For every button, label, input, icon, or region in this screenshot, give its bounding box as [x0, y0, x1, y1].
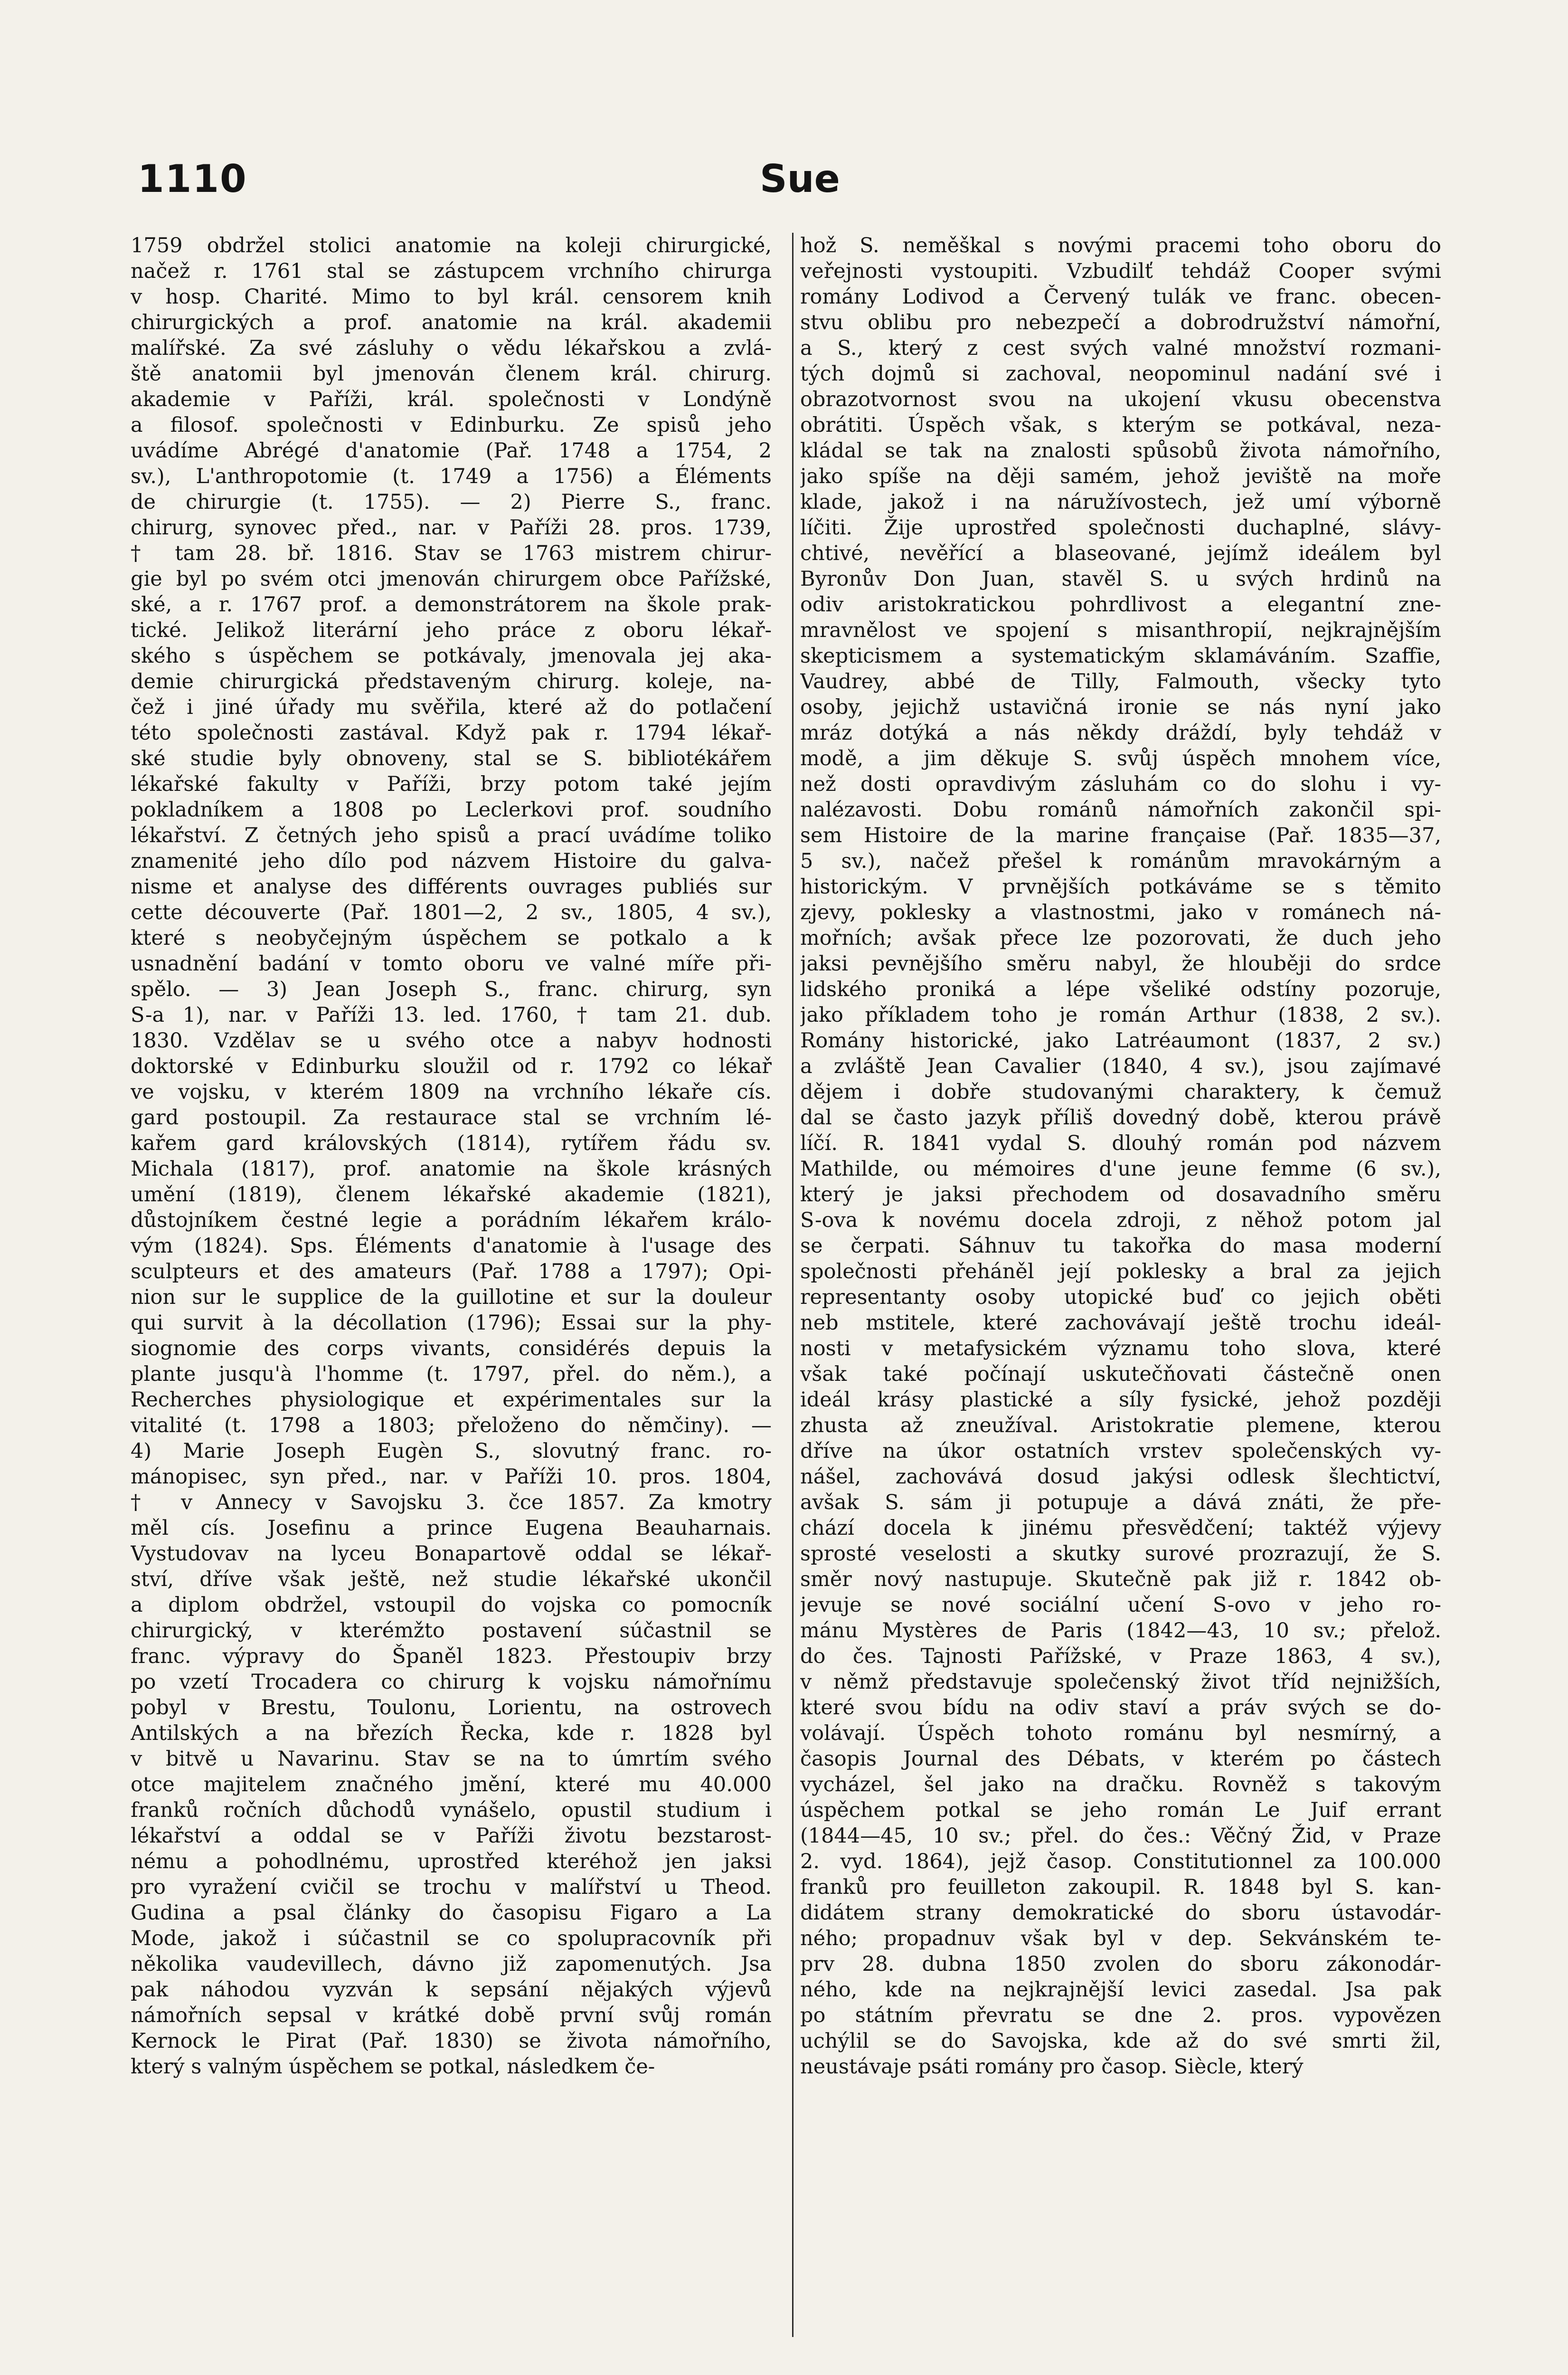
text-line: veřejnosti vystoupiti. Vzbudilť tehdáž Cooper svými [800, 259, 1441, 283]
text-line: † v Annecy v Savojsku 3. čce 1857. Za kmotry [131, 1491, 772, 1514]
text-line: které s neobyčejným úspěchem se potkalo a k [131, 926, 772, 950]
text-line: sprosté veselosti a skutky surové prozrazují, že S. [800, 1542, 1441, 1566]
text-line: do čes. Tajnosti Pařížské, v Praze 1863, 4 sv.), [800, 1644, 1441, 1668]
text-line: které svou bídu na odiv staví a práv svých se do- [800, 1696, 1441, 1720]
text-line: gard postoupil. Za restaurace stal se vrchním lé- [131, 1106, 772, 1130]
text-line: Gudina a psal články do časopisu Figaro a La [131, 1901, 772, 1925]
text-line: stvu oblibu pro nebezpečí a dobrodružství námořní, [800, 311, 1441, 334]
text-line: de chirurgie (t. 1755). — 2) Pierre S., franc. [131, 490, 772, 514]
text-line: ného, kde na nejkrajnější levici zasedal. Jsa pak [800, 1978, 1441, 2002]
text-line: lidského proniká a lépe všeliké odstíny pozoruje, [800, 978, 1441, 1001]
text-line: ve vojsku, v kterém 1809 na vrchního lékaře cís. [131, 1080, 772, 1104]
text-line: malířské. Za své zásluhy o vědu lékařskou a zvlá- [131, 336, 772, 360]
text-line: gie byl po svém otci jmenován chirurgem obce Pařížské, [131, 567, 772, 591]
text-line: ného; propadnuv však byl v dep. Sekvánském te- [800, 1927, 1441, 1950]
text-line: † tam 28. bř. 1816. Stav se 1763 mistrem chirur- [131, 542, 772, 565]
text-line: neustávaje psáti romány pro časop. Siècle, který [800, 2055, 1304, 2079]
text-line: chirurgický, v kterémžto postavení súčastnil se [131, 1619, 772, 1643]
text-line: důstojníkem čestné legie a porádním lékařem králo- [131, 1208, 772, 1232]
text-line: historickým. V prvnějších potkáváme se s těmito [800, 875, 1441, 899]
text-line: franků ročních důchodů vynášelo, opustil studium i [131, 1798, 772, 1822]
text-line: zhusta až zneužíval. Aristokratie plemene, kterou [800, 1414, 1441, 1437]
text-line: v bitvě u Navarinu. Stav se na to úmrtím svého [131, 1747, 772, 1771]
text-line: kládal se tak na znalosti spůsobů života námořního, [800, 439, 1441, 463]
text-line: prv 28. dubna 1850 zvolen do sboru zákonodár- [800, 1952, 1441, 1976]
text-line: klade, jakož i na náružívostech, jež umí výborně [800, 490, 1441, 514]
text-line: v němž představuje společenský život tříd nejnižších, [800, 1670, 1441, 1694]
text-line: líčí. R. 1841 vydal S. dlouhý román pod názvem [800, 1131, 1441, 1155]
text-line: franc. výpravy do Španěl 1823. Přestoupiv brzy [131, 1644, 772, 1668]
text-line: obrátiti. Úspěch však, s kterým se potkával, neza- [800, 413, 1441, 437]
text-line: Michala (1817), prof. anatomie na škole krásných [131, 1157, 772, 1181]
text-line: mánopisec, syn před., nar. v Paříži 10. pros. 1804, [131, 1465, 772, 1489]
text-line: a zvláště Jean Cavalier (1840, 4 sv.), jsou zajímavé [800, 1054, 1441, 1078]
text-line: směr nový nastupuje. Skutečně pak již r. 1842 ob- [800, 1568, 1441, 1591]
text-line: však také počínají uskutečňovati částečně onen [800, 1362, 1441, 1386]
text-line: nion sur le supplice de la guillotine et sur la douleur [131, 1285, 772, 1309]
text-line: odiv aristokratickou pohrdlivost a elegantní zne- [800, 593, 1441, 617]
text-line: nášel, zachovává dosud jakýsi odlesk šlechtictví, [800, 1465, 1441, 1489]
text-line: sv.), L'anthropotomie (t. 1749 a 1756) a Éléments [131, 465, 772, 488]
text-line: neb mstitele, které zachovávají ještě trochu ideál- [800, 1311, 1441, 1335]
text-line: obrazotvornost svou na ukojení vkusu obecenstva [800, 388, 1441, 411]
text-line: vým (1824). Sps. Éléments d'anatomie à l'usage des [131, 1234, 772, 1258]
text-line: vitalité (t. 1798 a 1803; přeloženo do němčiny). — [131, 1414, 772, 1437]
text-line: měl cís. Josefinu a prince Eugena Beauharnais. [131, 1516, 772, 1540]
text-line: modě, a jim děkuje S. svůj úspěch mnohem více, [800, 747, 1441, 770]
text-line: qui survit à la décollation (1796); Essai sur la phy- [131, 1311, 772, 1335]
page-header [0, 157, 1568, 214]
text-line: znamenité jeho dílo pod názvem Histoire du galva- [131, 849, 772, 873]
text-line: pak náhodou vyzván k sepsání nějakých výjevů [131, 1978, 772, 2002]
text-line: chirurgických a prof. anatomie na král. akademii [131, 311, 772, 334]
text-line: franků pro feuilleton zakoupil. R. 1848 byl S. kan- [800, 1875, 1441, 1899]
text-line: ství, dříve však ještě, než studie lékařské ukončil [131, 1568, 772, 1591]
text-line: který je jaksi přechodem od dosavadního směru [800, 1183, 1441, 1206]
text-line: který s valným úspěchem se potkal, následkem če- [131, 2055, 655, 2079]
text-line: sem Histoire de la marine française (Pař. 1835—37, [800, 824, 1441, 847]
text-line: skepticismem a systematickým sklamáváním. Szaffie, [800, 644, 1441, 668]
text-line: Antilských a na březích Řecka, kde r. 1828 byl [131, 1721, 772, 1745]
text-line: společnosti přeháněl její poklesky a bral za jejich [800, 1260, 1441, 1283]
text-line: (1844—45, 10 sv.; přel. do čes.: Věčný Žid, v Praze [800, 1824, 1441, 1848]
text-line: pokladníkem a 1808 po Leclerkovi prof. soudního [131, 798, 772, 822]
text-line: tých dojmů si zachoval, neopominul nadání své i [800, 362, 1441, 386]
text-line: se čerpati. Sáhnuv tu takořka do masa moderní [800, 1234, 1441, 1258]
text-line: ště anatomii byl jmenován členem král. chirurg. [131, 362, 772, 386]
text-line: romány Lodivod a Červený tulák ve franc. obecen- [800, 285, 1441, 309]
text-line: nosti v metafysickém významu toho slova, které [800, 1337, 1441, 1360]
text-line: této společnosti zastával. Když pak r. 1794 lékař- [131, 721, 772, 745]
text-line: hož S. neměškal s novými pracemi toho oboru do [800, 234, 1441, 257]
text-line: uvádíme Abrégé d'anatomie (Pař. 1748 a 1754, 2 [131, 439, 772, 463]
text-line: siognomie des corps vivants, considérés depuis la [131, 1337, 772, 1360]
text-line: Recherches physiologique et expérimentales sur la [131, 1388, 772, 1412]
text-line: pobyl v Brestu, Toulonu, Lorientu, na ostrovech [131, 1696, 772, 1720]
text-line: než dosti opravdivým zásluhám co do slohu i vy- [800, 772, 1441, 796]
text-line: chirurg, synovec před., nar. v Paříži 28. pros. 1739, [131, 516, 772, 540]
text-line: ského s úspěchem se potkávaly, jmenovala jej aka- [131, 644, 772, 668]
text-line: jako spíše na ději samém, jehož jeviště na moře [800, 465, 1441, 488]
text-line: 1830. Vzdělav se u svého otce a nabyv hodnosti [131, 1029, 772, 1053]
text-line: nému a pohodlnému, uprostřed kteréhož jen jaksi [131, 1850, 772, 1873]
text-line: lékařství a oddal se v Paříži životu bezstarost- [131, 1824, 772, 1848]
text-line: akademie v Paříži, král. společnosti v Londýně [131, 388, 772, 411]
text-line: Vystudovav na lyceu Bonapartově oddal se lékař- [131, 1542, 772, 1566]
text-line: mánu Mystères de Paris (1842—43, 10 sv.; přelož. [800, 1619, 1441, 1643]
text-line: úspěchem potkal se jeho román Le Juif errant [800, 1798, 1441, 1822]
text-line: demie chirurgická představeným chirurg. koleje, na- [131, 670, 772, 694]
text-line: vycházel, šel jako na dračku. Rovněž s takovým [800, 1773, 1441, 1796]
text-line: námořních sepsal v krátké době první svůj román [131, 2004, 772, 2027]
text-line: tické. Jelikož literární jeho práce z oboru lékař- [131, 618, 772, 642]
text-line: 5 sv.), načež přešel k románům mravokárným a [800, 849, 1441, 873]
text-line: chází docela k jinému přesvědčení; taktéž výjevy [800, 1516, 1441, 1540]
text-line: 1759 obdržel stolici anatomie na koleji chirurgické, [131, 234, 772, 257]
text-line: a filosof. společnosti v Edinburku. Ze spisů jeho [131, 413, 772, 437]
text-line: Byronův Don Juan, stavěl S. u svých hrdinů na [800, 567, 1441, 591]
text-line: dal se často jazyk příliš dovedný době, kterou právě [800, 1106, 1441, 1130]
text-line: jaksi pevnějšího směru nabyl, že hlouběji do srdce [800, 952, 1441, 976]
page-number: 1110 [138, 157, 247, 201]
text-line: dříve na úkor ostatních vrstev společenských vy- [800, 1439, 1441, 1463]
text-line: kařem gard královských (1814), rytířem řádu sv. [131, 1131, 772, 1155]
text-line: chtivé, nevěřící a blaseované, jejímž ideálem byl [800, 542, 1441, 565]
column-rule [792, 233, 793, 2337]
text-line: otce majitelem značného jmění, které mu 40.000 [131, 1773, 772, 1796]
text-line: a S., který z cest svých valné množství rozmani- [800, 336, 1441, 360]
text-line: usnadnění badání v tomto oboru ve valné míře při- [131, 952, 772, 976]
text-line: Mathilde, ou mémoires d'une jeune femme (6 sv.), [800, 1157, 1441, 1181]
text-line: doktorské v Edinburku sloužil od r. 1792 co lékař [131, 1054, 772, 1078]
text-line: 2. vyd. 1864), jejž časop. Constitutionnel za 100.000 [800, 1850, 1441, 1873]
text-line: representanty osoby utopické buď co jejich oběti [800, 1285, 1441, 1309]
text-line: načež r. 1761 stal se zástupcem vrchního chirurga [131, 259, 772, 283]
text-line: lékařské fakulty v Paříži, brzy potom také jejím [131, 772, 772, 796]
text-line: mráz dotýká a nás někdy dráždí, byly tehdáž v [800, 721, 1441, 745]
text-line: mravnělost ve spojení s misanthropií, nejkrajnějším [800, 618, 1441, 642]
text-line: osoby, jejichž ustavičná ironie se nás nyní jako [800, 695, 1441, 719]
text-line: ské studie byly obnoveny, stal se S. bibliotékářem [131, 747, 772, 770]
running-head: Sue [760, 157, 840, 201]
text-line: 4) Marie Joseph Eugèn S., slovutný franc. ro- [131, 1439, 772, 1463]
text-line: zjevy, poklesky a vlastnostmi, jako v románech ná- [800, 901, 1441, 924]
text-line: lékařství. Z četných jeho spisů a prací uvádíme toliko [131, 824, 772, 847]
text-line: líčiti. Žije uprostřed společnosti duchaplné, slávy- [800, 516, 1441, 540]
text-line: mořních; avšak přece lze pozorovati, že duch jeho [800, 926, 1441, 950]
right-column [800, 233, 1441, 2342]
text-line: dějem i dobře studovanými charaktery, k čemuž [800, 1080, 1441, 1104]
text-line: S-a 1), nar. v Paříži 13. led. 1760, † tam 21. dub. [131, 1003, 772, 1027]
text-line: Romány historické, jako Latréaumont (1837, 2 sv.) [800, 1029, 1441, 1053]
text-line: Vaudrey, abbé de Tilly, Falmouth, všecky tyto [800, 670, 1441, 694]
text-line: v hosp. Charité. Mimo to byl král. censorem knih [131, 285, 772, 309]
text-line: jevuje se nové sociální učení S-ovo v jeho ro- [800, 1593, 1441, 1617]
text-line: po státním převratu se dne 2. pros. vypovězen [800, 2004, 1441, 2027]
text-line: plante jusqu'à l'homme (t. 1797, přel. do něm.), a [131, 1362, 772, 1386]
text-line: pro vyražení cvičil se trochu v malířství u Theod. [131, 1875, 772, 1899]
text-line: uchýlil se do Savojska, kde až do své smrti žil, [800, 2029, 1441, 2053]
text-line: čež i jiné úřady mu svěřila, které až do potlačení [131, 695, 772, 719]
text-line: umění (1819), členem lékařské akademie (1821), [131, 1183, 772, 1206]
text-line: sculpteurs et des amateurs (Pař. 1788 a 1797); Opi- [131, 1260, 772, 1283]
text-line: avšak S. sám ji potupuje a dává znáti, že pře- [800, 1491, 1441, 1514]
text-line: nalézavosti. Dobu románů námořních zakončil spi- [800, 798, 1441, 822]
text-line: časopis Journal des Débats, v kterém po částech [800, 1747, 1441, 1771]
left-column [131, 233, 772, 2342]
text-line: didátem strany demokratické do sboru ústavodár- [800, 1901, 1441, 1925]
text-line: nisme et analyse des différents ouvrages publiés sur [131, 875, 772, 899]
text-line: a diplom obdržel, vstoupil do vojska co pomocník [131, 1593, 772, 1617]
text-line: ideál krásy plastické a síly fysické, jehož později [800, 1388, 1441, 1412]
text-line: několika vaudevillech, dávno již zapomenutých. Jsa [131, 1952, 772, 1976]
text-line: Mode, jakož i súčastnil se co spolupracovník při [131, 1927, 772, 1950]
text-line: po vzetí Trocadera co chirurg k vojsku námořnímu [131, 1670, 772, 1694]
text-line: Kernock le Pirat (Pař. 1830) se života námořního, [131, 2029, 772, 2053]
text-line: cette découverte (Pař. 1801—2, 2 sv., 1805, 4 sv.), [131, 901, 772, 924]
text-line: jako příkladem toho je román Arthur (1838, 2 sv.). [800, 1003, 1441, 1027]
text-line: volávají. Úspěch tohoto románu byl nesmírný, a [800, 1721, 1441, 1745]
text-line: S-ova k novému docela zdroji, z něhož potom jal [800, 1208, 1441, 1232]
text-line: spělo. — 3) Jean Joseph S., franc. chirurg, syn [131, 978, 772, 1001]
text-line: ské, a r. 1767 prof. a demonstrátorem na škole prak- [131, 593, 772, 617]
